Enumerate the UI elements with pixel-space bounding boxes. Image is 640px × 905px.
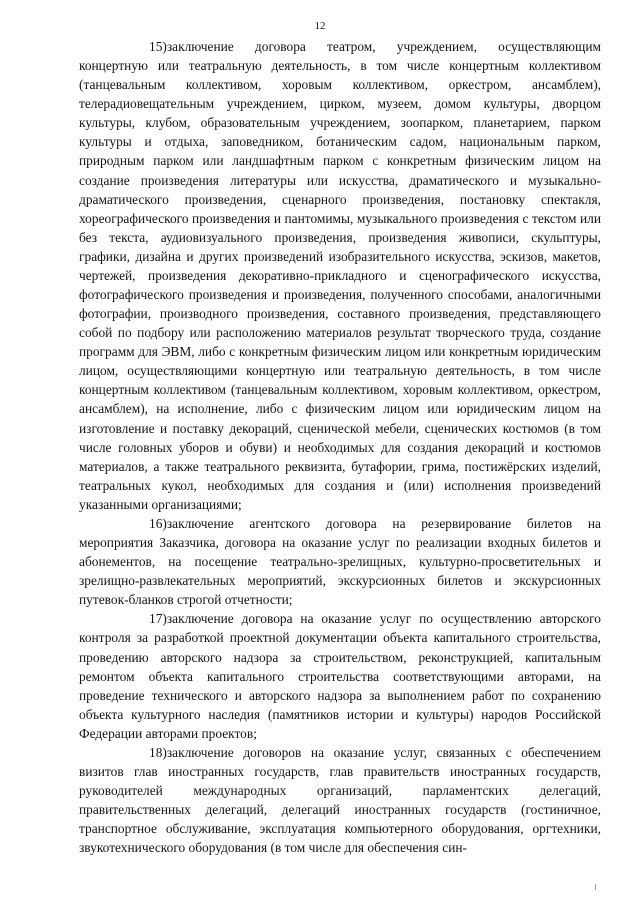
item-text: заключение агентского договора на резервирование билетов на мероприятия Заказчика, договора на оказание услуг по реализации входных билетов и абонементов, на посещение театрально-зрелищных, культурно-просветительных и зрелищно-развлекательных мероприятий, экскурсионных билетов и экскурсионных путевок-бланков строгой отчетности; <box>79 515 601 608</box>
document-body <box>79 37 601 857</box>
list-item-18 <box>79 743 601 857</box>
list-item-15 <box>79 37 601 514</box>
item-number: 17) <box>149 611 167 627</box>
item-number: 15) <box>149 39 167 54</box>
page-number: 12 <box>314 20 326 32</box>
list-item-16 <box>79 514 601 609</box>
list-item-17 <box>79 609 601 743</box>
item-number: 16) <box>149 515 167 531</box>
item-text: заключение договора на оказание услуг по осуществлению авторского контроля за разработкой проектной документации объекта капитального строительства, проведению авторского надзора за строительством, реконструкцией, капитальным ремонтом объекта капитального строительства соответствующими авторами, на проведение технического и авторского надзора за выполнением работ по сохранению объекта культурного наследия (памятников истории и культуры) народов Российской Федерации авторами проектов; <box>79 611 601 741</box>
item-text: заключение договора театром, учреждением, осуществляющим концертную или театральную деятельность, в том числе концертным коллективом (танцевальным коллективом, хоровым коллективом, оркестром, ансамблем), телерадиовещательным учреждением, цирком, музеем, домом культуры, дворцом культуры, клубом, образовательным учреждением, зоопарком, планетарием, парком культуры и отдыха, заповедником, ботаническим садом, национальным парком, природным парком или ландшафтным парком с конкретным физическим лицом на создание произведения литературы или искусства, драматического и музыкально-драматического произведения, сценарного произведения, постановку спектакля, хореографического произведения и пантомимы, музыкального произведения с текстом или без текста, аудиовизуального произведения, произведения живописи, скульптуры, графики, дизайна и других произведений изобразительного искусства, эскизов, макетов, чертежей, произведения декоративно-прикладного и сценографического искусства, фотографического произведения и произведения, полученного способами, аналогичными фотографии, производного произведения, составного произведения, представляющего собой по подбору или расположению материалов результат творческого труда, создание программ для ЭВМ, либо с конкретным физическим лицом или конкретным юридическим лицом, осуществляющими концертную или театральную деятельность, в том числе концертным коллективом (танцевальным коллективом, хоровым коллективом, оркестром, ансамблем), на исполнение, либо с физическим лицом или юридическим лицом на изготовление и поставку декораций, сценической мебели, сценических костюмов (в том числе головных уборов и обуви) и необходимых для создания декораций и костюмов материалов, а также театрального реквизита, бутафории, грима, постижёрских изделий, театральных кукол, необходимых для создания и (или) исполнения произведений указанными организациями; <box>79 39 601 512</box>
item-number: 18) <box>149 744 167 760</box>
scan-mark <box>595 884 596 890</box>
item-text: заключение договоров на оказание услуг, связанных с обеспечением визитов глав иностранных государств, глав правительств иностранных государств, руководителей международных организаций, парламентских делегаций, правительственных делегаций, делегаций иностранных государств (гостиничное, транспортное обслуживание, эксплуатация компьютерного оборудования, оргтехники, звукотехнического оборудования (в том числе для обеспечения син- <box>79 744 601 856</box>
